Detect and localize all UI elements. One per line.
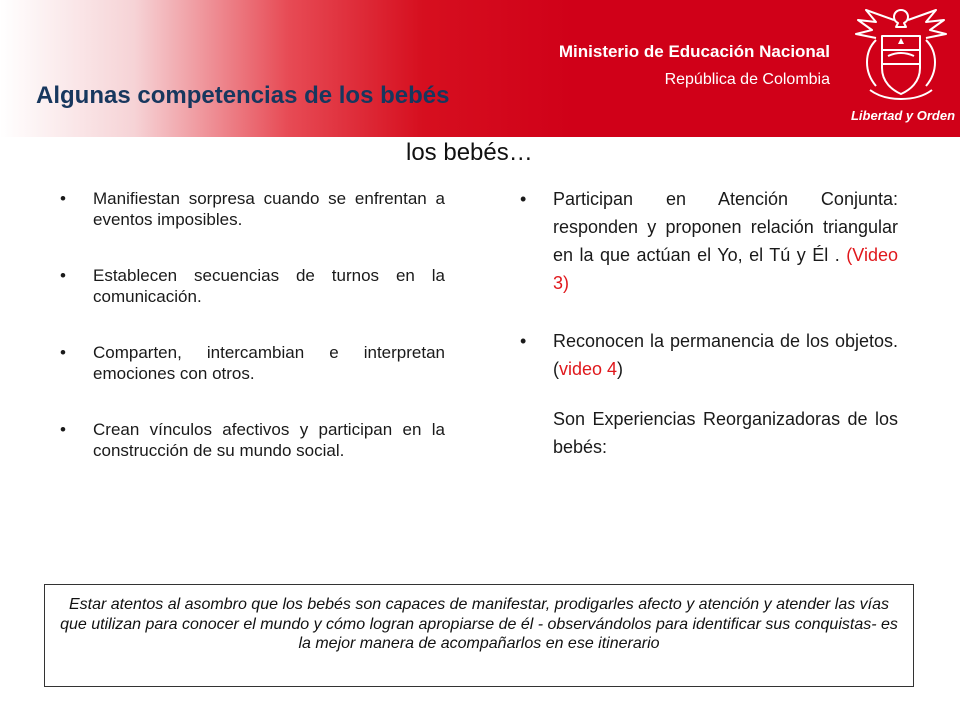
list-item	[520, 185, 898, 297]
video-3-link[interactable]: (Video 3)	[553, 245, 898, 293]
list-item-text: Reconocen la permanencia de los objetos.(	[553, 331, 898, 379]
slide-subtitle: los bebés…	[406, 139, 533, 166]
list-item-text: Establecen secuencias de turnos en la comunicación.	[93, 266, 445, 306]
right-bullet-list	[520, 185, 898, 461]
bullet-icon: •	[60, 343, 66, 362]
list-item	[60, 419, 445, 461]
coat-of-arms-motto: Libertad y Orden	[850, 108, 956, 123]
list-item	[520, 327, 898, 383]
bullet-icon: •	[520, 189, 527, 209]
header-banner	[0, 0, 960, 137]
list-item	[60, 265, 445, 307]
republic-name: República de Colombia	[664, 71, 830, 88]
list-item-text: Comparten, intercambian e interpretan emociones con otros.	[93, 343, 445, 383]
list-item-text: Manifiestan sorpresa cuando se enfrentan a eventos imposibles.	[93, 189, 445, 229]
closing-paren: )	[617, 359, 624, 379]
ministry-name: Ministerio de Educación Nacional	[558, 42, 830, 61]
video-4-link[interactable]: video 4	[559, 359, 618, 379]
summary-note-box: Estar atentos al asombro que los bebés son capaces de manifestar, prodigarles afecto y atención y atender las vías que utilizan para conocer el mundo y cómo logran apropiarse de él - observándolos para identificar sus conquistas- es la mejor manera de acompañarlos en ese itinerario	[44, 584, 914, 687]
bullet-icon: •	[60, 189, 66, 208]
bullet-icon: •	[520, 331, 527, 351]
slide-title: Algunas competencias de los bebés	[36, 82, 450, 109]
list-item	[60, 342, 445, 384]
left-bullet-list	[60, 188, 445, 496]
list-item	[60, 188, 445, 230]
coat-of-arms-icon	[846, 6, 956, 106]
list-item-text: Crean vínculos afectivos y participan en la construcción de su mundo social.	[93, 420, 445, 460]
list-item-text: Participan en Atención Conjunta: responden y proponen relación triangular en la que actúan el Yo, el Tú y Él .	[553, 189, 898, 265]
bullet-icon: •	[60, 420, 66, 439]
closing-statement: Son Experiencias Reorganizadoras de los bebés:	[553, 409, 898, 457]
bullet-icon: •	[60, 266, 66, 285]
